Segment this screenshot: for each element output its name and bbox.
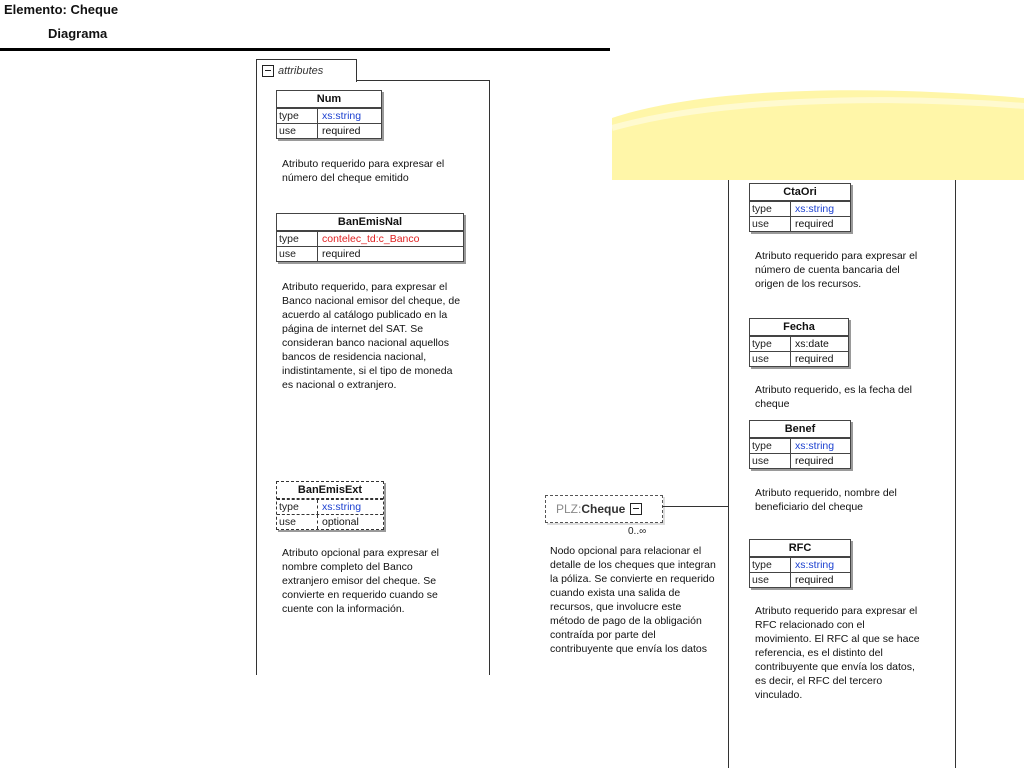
- attribute-box-banemisext[interactable]: [276, 481, 384, 530]
- use-value: required: [795, 353, 834, 365]
- attribute-box-num[interactable]: [276, 90, 382, 139]
- use-label: use: [750, 352, 791, 366]
- type-label: type: [750, 558, 791, 572]
- element-cheque[interactable]: [545, 495, 663, 523]
- attribute-description-banemisnal: Atributo requerido, para expresar el Banco nacional emisor del cheque, de acuerdo al catálogo publicado en la página de internet del SAT. Se consideran banco nacional aquellos bancos de residencia nacional, indistintamente, si el tipo de moneda es nacional o extranjero.: [282, 281, 461, 391]
- use-label: use: [750, 454, 791, 468]
- attributes-tab[interactable]: [256, 59, 357, 82]
- use-value: required: [322, 125, 361, 137]
- attribute-name: Benef: [750, 421, 850, 438]
- type-label: type: [277, 109, 318, 123]
- collapse-minus-icon[interactable]: [630, 503, 642, 515]
- attribute-name: RFC: [750, 540, 850, 557]
- type-label: type: [750, 202, 791, 216]
- collapse-minus-icon[interactable]: [262, 65, 274, 77]
- type-value-link[interactable]: xs:string: [795, 440, 835, 452]
- attribute-box-benef[interactable]: [749, 420, 851, 469]
- attribute-description-ctaori: Atributo requerido para expresar el número de cuenta bancaria del origen de los recursos.: [755, 250, 918, 290]
- type-value-link[interactable]: xs:string: [322, 501, 362, 513]
- attribute-description-fecha: Atributo requerido, es la fecha del cheque: [755, 384, 913, 410]
- use-label: use: [750, 217, 791, 231]
- attribute-name: Fecha: [750, 319, 848, 336]
- type-value: xs:date: [795, 338, 829, 350]
- type-label: type: [277, 232, 318, 246]
- type-label: type: [750, 337, 791, 351]
- section-subtitle: Diagrama: [48, 26, 108, 41]
- use-value: optional: [322, 516, 359, 528]
- use-label: use: [277, 247, 318, 261]
- attribute-description-num: Atributo requerido para expresar el número del cheque emitido: [282, 158, 445, 184]
- connector-line: [662, 506, 728, 507]
- element-description: Nodo opcional para relacionar el detalle de los cheques que integran la póliza. Se convierte en requerido cuando exista una salida de recursos, que involucre este método de pago de la obligación contraída por parte del contribuyente que envía los datos: [550, 545, 716, 655]
- attribute-box-rfc[interactable]: [749, 539, 851, 588]
- attribute-name: BanEmisExt: [277, 482, 383, 499]
- type-value-link[interactable]: xs:string: [795, 559, 835, 571]
- attribute-box-ctaori[interactable]: [749, 183, 851, 232]
- use-value: required: [795, 455, 834, 467]
- highlight-band: [612, 88, 1024, 180]
- type-value-link[interactable]: contelec_td:c_Banco: [322, 233, 420, 245]
- attribute-box-fecha[interactable]: [749, 318, 849, 367]
- use-label: use: [277, 124, 318, 138]
- attribute-name: BanEmisNal: [277, 214, 463, 231]
- element-prefix: PLZ:: [556, 502, 582, 516]
- header-divider: [0, 48, 610, 51]
- use-value: required: [795, 574, 834, 586]
- element-name: Cheque: [581, 502, 626, 516]
- attributes-tab-label: attributes: [278, 65, 324, 77]
- attribute-name: Num: [277, 91, 381, 108]
- element-cardinality: 0..∞: [628, 526, 647, 537]
- use-label: use: [750, 573, 791, 587]
- type-value-link[interactable]: xs:string: [322, 110, 362, 122]
- page-title: Elemento: Cheque: [4, 2, 119, 17]
- use-value: required: [322, 248, 361, 260]
- attribute-description-rfc: Atributo requerido para expresar el RFC relacionado con el movimiento. El RFC al que se hace referencia, es el distinto del contribuyente que envía los datos, es decir, el RFC del tercero vinculado.: [755, 605, 920, 701]
- type-value-link[interactable]: xs:string: [795, 203, 835, 215]
- attribute-name: CtaOri: [750, 184, 850, 201]
- use-value: required: [795, 218, 834, 230]
- attribute-description-banemisext: Atributo opcional para expresar el nombre completo del Banco extranjero emisor del cheque. Se convierte en requerido cuando se cuente con la información.: [282, 547, 440, 615]
- type-label: type: [750, 439, 791, 453]
- use-label: use: [277, 515, 318, 529]
- type-label: type: [277, 500, 318, 514]
- attribute-box-banemisnal[interactable]: [276, 213, 464, 262]
- attribute-description-benef: Atributo requerido, nombre del beneficiario del cheque: [755, 487, 897, 513]
